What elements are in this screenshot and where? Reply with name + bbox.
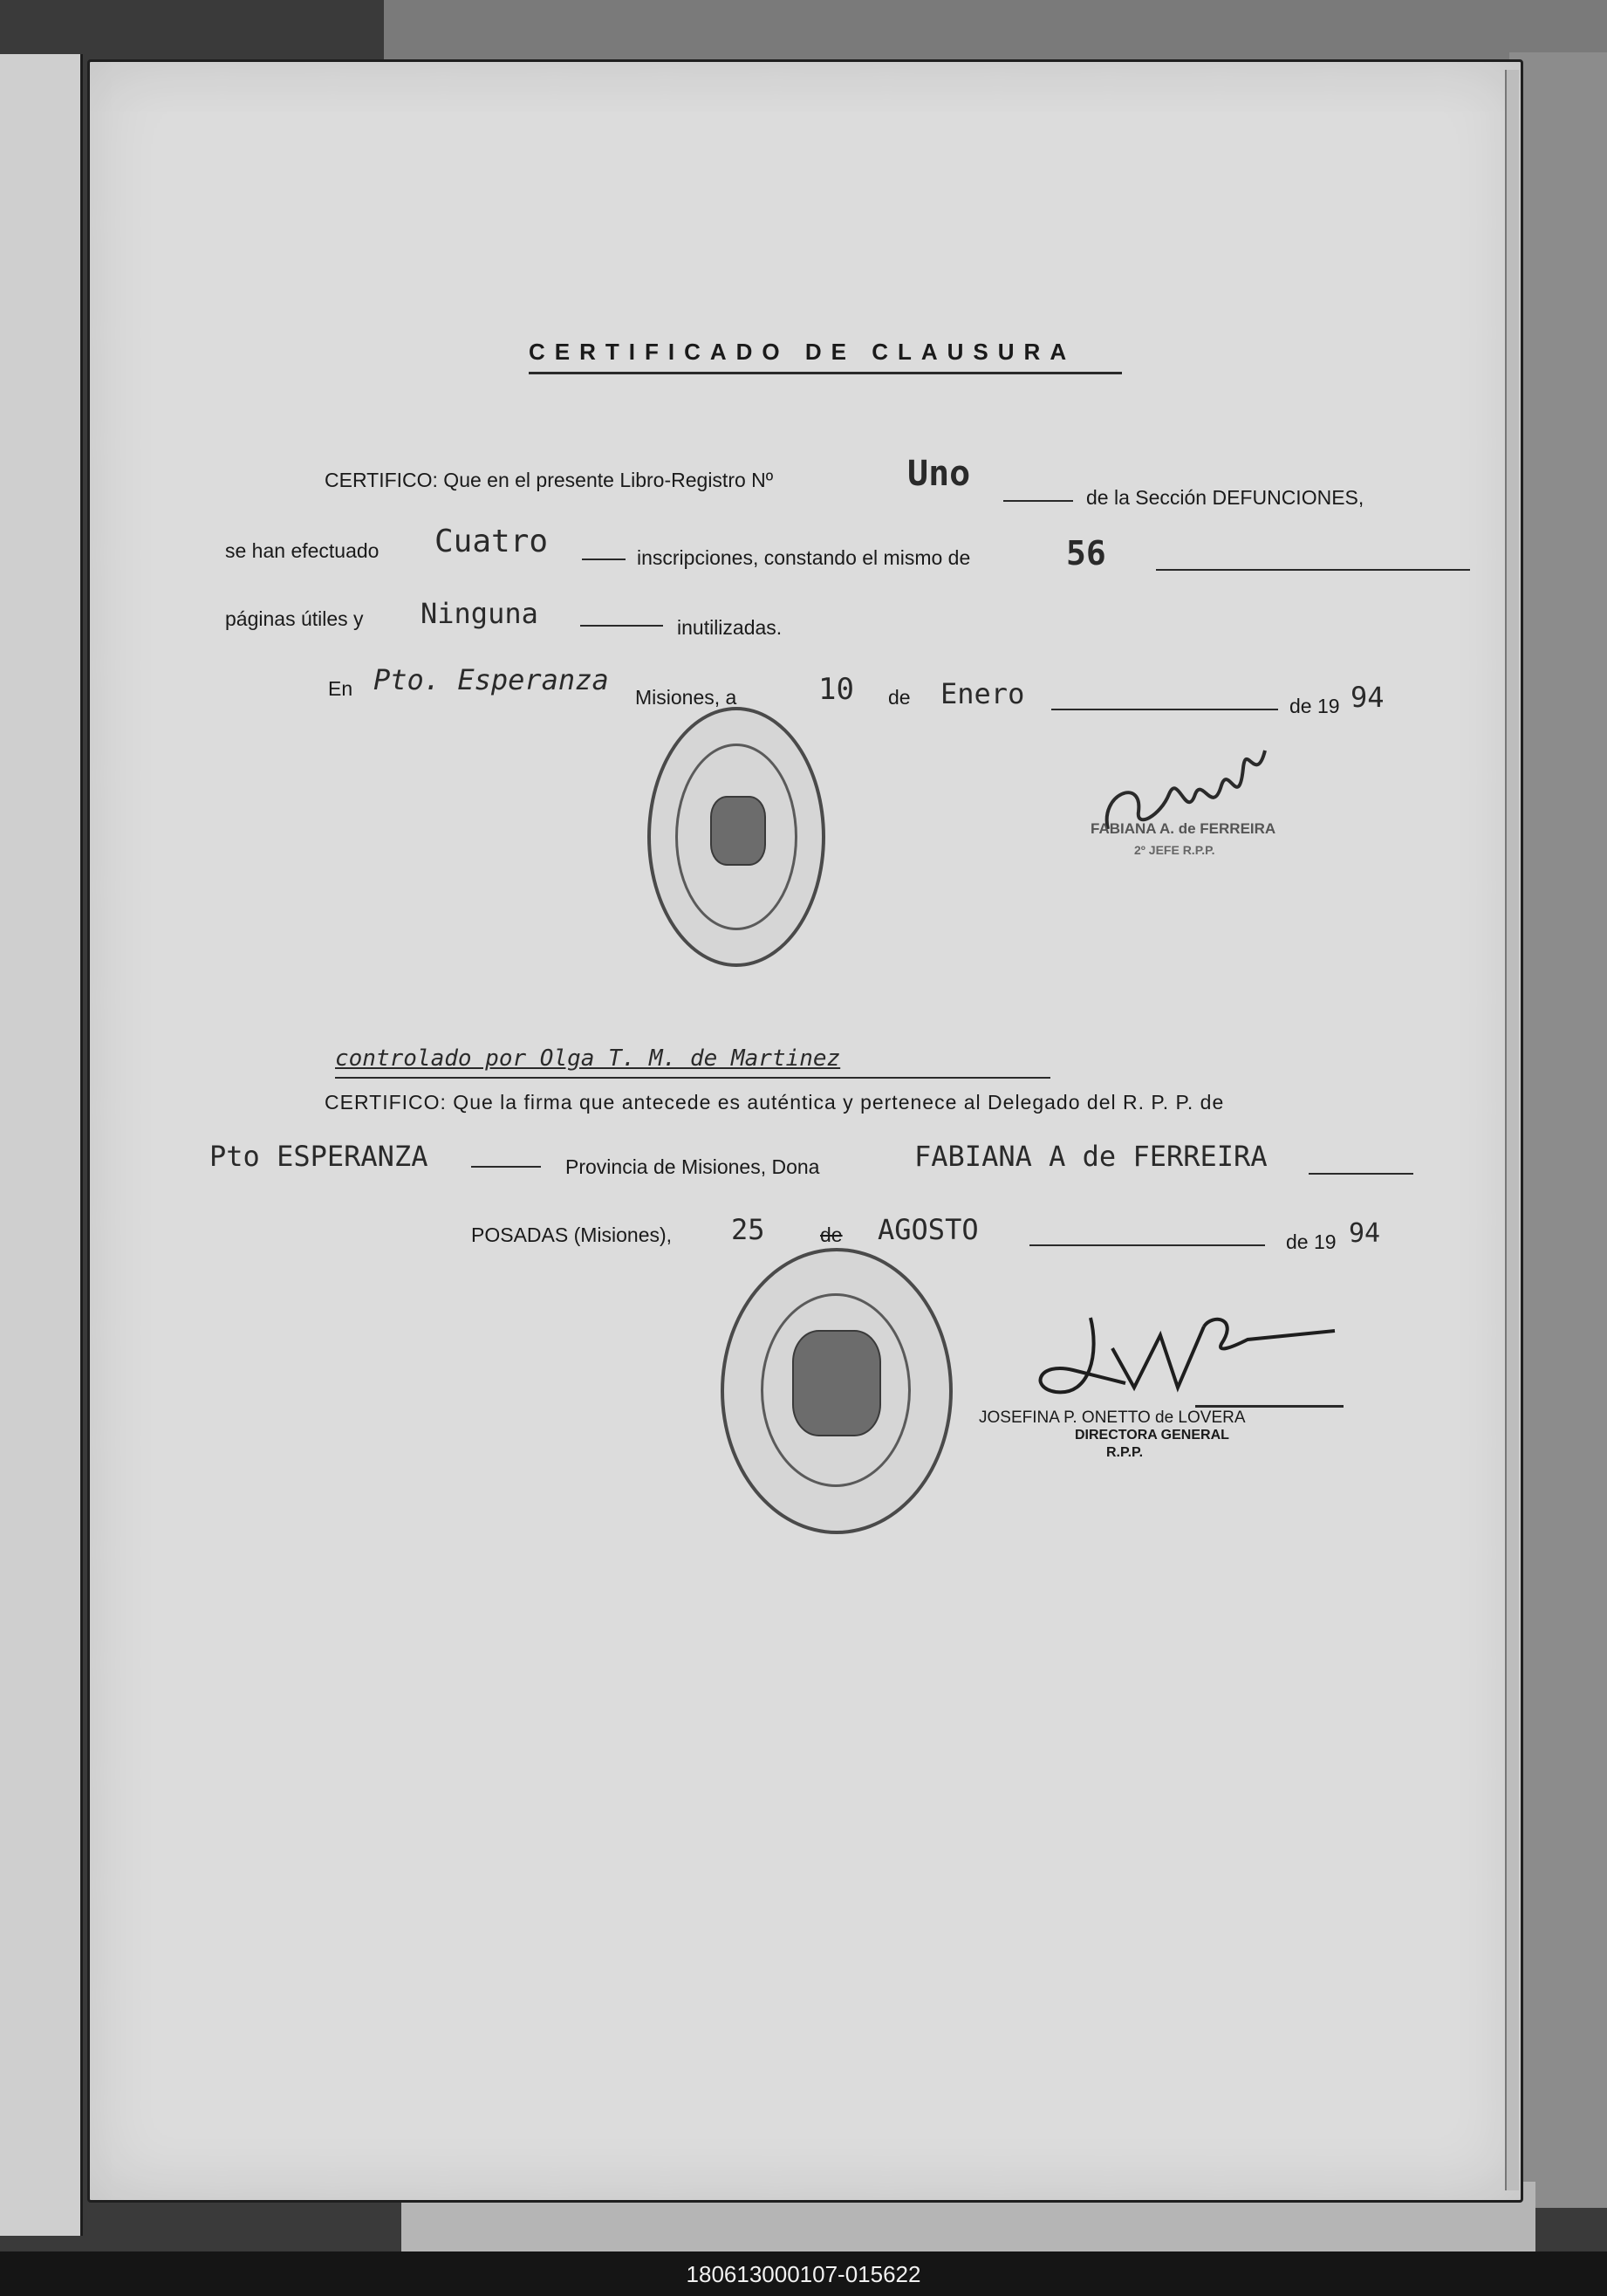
signature-block-role: 2º JEFE R.P.P. [1134, 843, 1215, 857]
document-page [87, 59, 1523, 2203]
fill-line [1156, 569, 1470, 571]
handwritten-note: controlado por Olga T. M. de Martinez [335, 1045, 841, 1072]
year-suffix-2: 94 [1349, 1218, 1381, 1249]
inscripciones-text: inscripciones, constando el mismo de [637, 546, 971, 569]
seccion-text: de la Sección DEFUNCIONES, [1086, 486, 1364, 509]
inscripciones-count: Cuatro [434, 524, 549, 559]
signature-2 [1021, 1300, 1352, 1414]
paginas-count: 56 [1066, 534, 1106, 572]
stamp-oval-1 [647, 707, 825, 967]
inutilizadas-count: Ninguna [421, 597, 538, 630]
misiones-text: Misiones, a [635, 686, 737, 709]
paginas-label: páginas útiles y [225, 607, 364, 630]
de-label-1: de [888, 686, 911, 709]
fill-line [1309, 1173, 1413, 1175]
signer-name: JOSEFINA P. ONETTO de LOVERA [979, 1408, 1246, 1427]
fill-line [582, 559, 626, 560]
document-title: CERTIFICADO DE CLAUSURA [529, 339, 1077, 365]
stamp-oval-2 [721, 1248, 953, 1534]
crest-icon [792, 1330, 881, 1436]
year-suffix-1: 94 [1351, 681, 1385, 714]
book-right-edge [1509, 52, 1607, 2208]
certifico-label-1: CERTIFICO: Que en el presente Libro-Registro Nº [325, 469, 774, 491]
fill-line [580, 625, 663, 627]
signature-block-name: FABIANA A. de FERREIRA [1091, 820, 1276, 837]
strike-line [1195, 1405, 1344, 1408]
month-1: Enero [940, 677, 1025, 710]
page-edge [1505, 70, 1519, 2190]
efectuado-label: se han efectuado [225, 539, 380, 562]
certifico-label-2: CERTIFICO: Que la firma que antecede es auténtica y pertenece al Delegado del R. P. P. de [325, 1091, 1225, 1114]
libro-numero: Uno [907, 454, 971, 494]
de-label-2: de [820, 1223, 843, 1246]
inutilizadas-text: inutilizadas. [677, 616, 783, 639]
year-prefix-1: de 19 [1289, 695, 1340, 717]
title-underline [529, 372, 1122, 374]
fill-line [1051, 709, 1278, 710]
place-1: Pto. Esperanza [373, 663, 609, 696]
place-2: Pto ESPERANZA [209, 1140, 428, 1173]
day-1: 10 [818, 672, 854, 707]
fill-line [1003, 500, 1073, 502]
month-2: AGOSTO [878, 1213, 979, 1246]
day-2: 25 [731, 1213, 765, 1246]
crest-icon [710, 796, 766, 866]
signer-title: DIRECTORA GENERAL [1075, 1428, 1229, 1443]
fill-line [471, 1166, 541, 1168]
fill-line [1029, 1244, 1265, 1246]
top-shelf [384, 0, 1607, 61]
en-label: En [328, 677, 353, 700]
signer-org: R.P.P. [1106, 1445, 1144, 1460]
left-page [0, 54, 83, 2236]
posadas-label: POSADAS (Misiones), [471, 1223, 673, 1246]
image-id-label: 180613000107-015622 [686, 2261, 921, 2287]
provincia-text: Provincia de Misiones, Dona [565, 1155, 820, 1178]
year-prefix-2: de 19 [1286, 1230, 1337, 1253]
note-line [335, 1077, 1050, 1079]
person-name: FABIANA A de FERREIRA [914, 1140, 1268, 1173]
